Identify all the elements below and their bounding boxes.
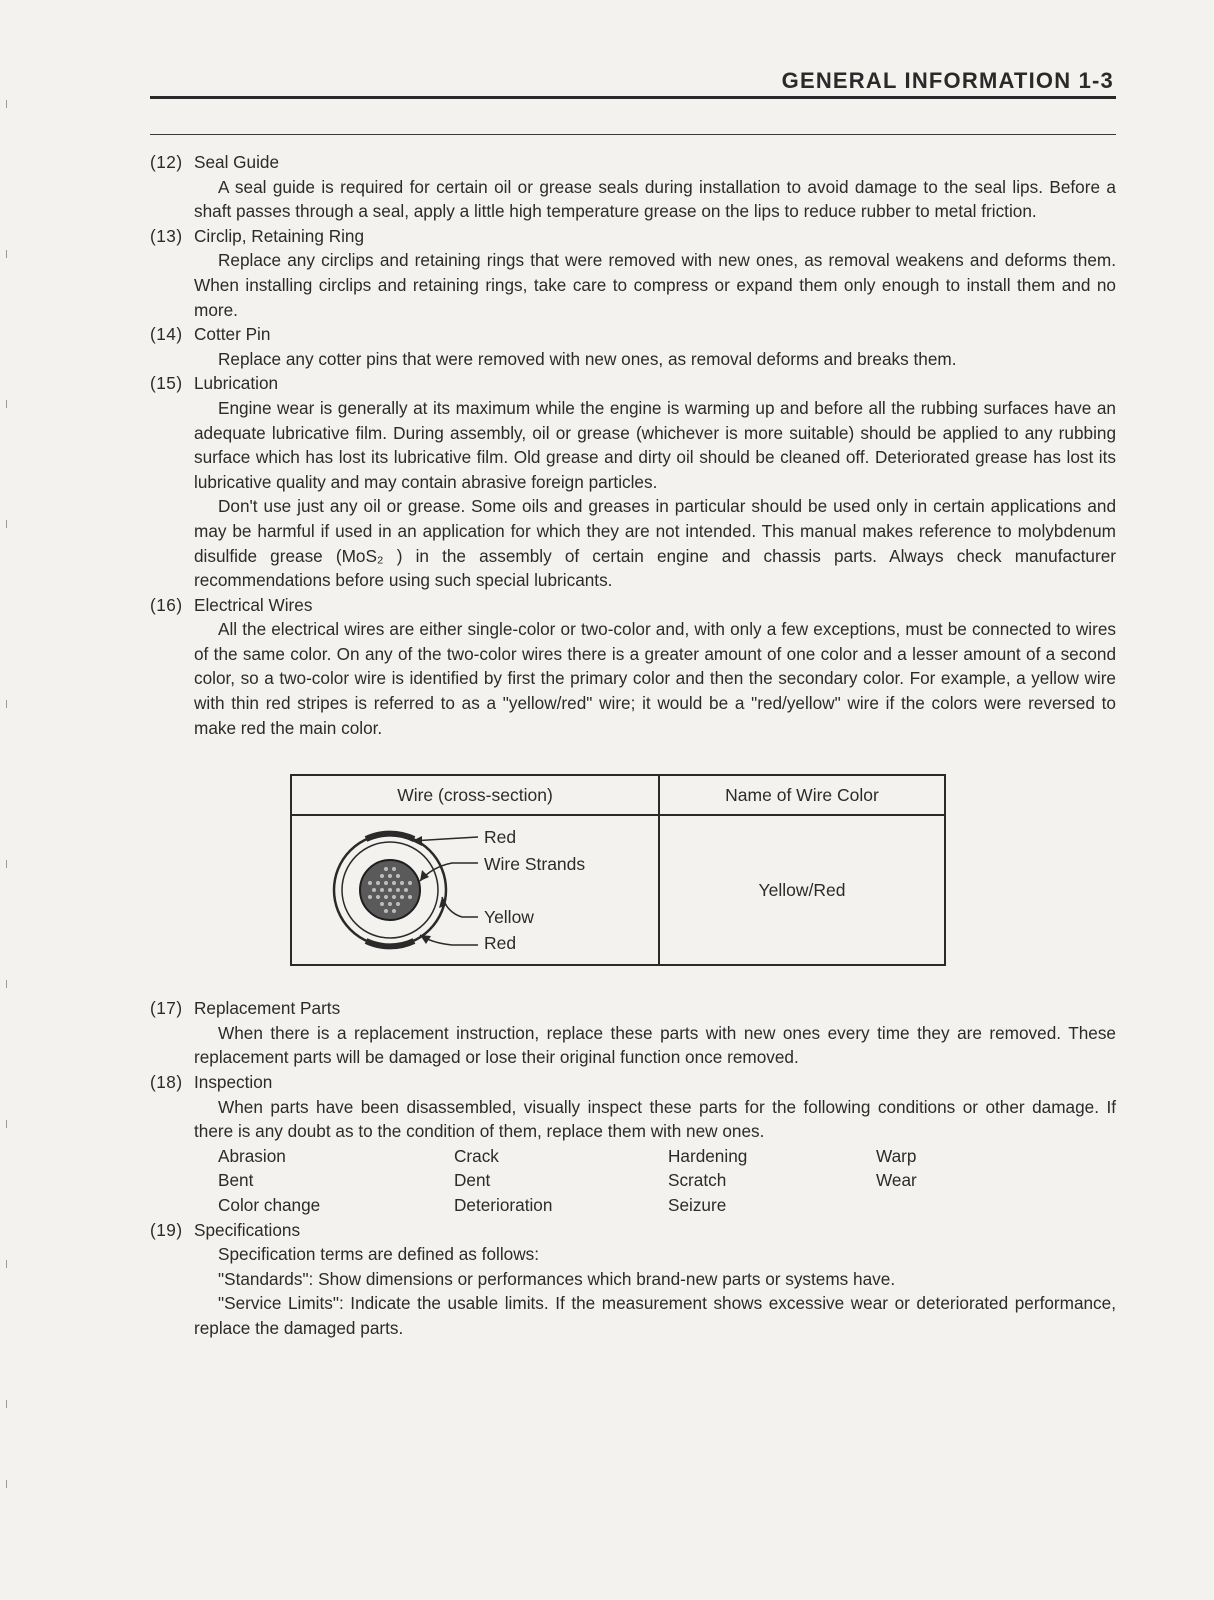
header-rule-thick	[150, 96, 1116, 99]
condition-item: Bent	[218, 1170, 254, 1191]
header-rule-thin	[150, 134, 1116, 135]
section-paragraph: Specification terms are defined as follows:	[218, 1244, 539, 1265]
condition-item: Hardening	[668, 1145, 748, 1166]
condition-item: Wear	[876, 1170, 917, 1191]
diagram-label-red-top: Red	[484, 827, 517, 848]
section-inspection	[150, 1070, 1116, 1218]
inspection-conditions-list	[218, 1144, 1116, 1218]
section-number: (17)	[150, 998, 183, 1019]
wire-color-table-wrap	[290, 774, 1116, 966]
section-electrical-wires	[150, 593, 1116, 741]
section-cotter-pin	[150, 322, 1116, 371]
table-header-wire-cross-section: Wire (cross-section)	[291, 775, 659, 815]
section-paragraph: When parts have been disassembled, visually inspect these parts for the following conditions or other damage. If there is any doubt as to the condition of them, replace them with new ones.	[194, 1096, 1116, 1142]
section-replacement-parts	[150, 996, 1116, 1070]
section-lubrication	[150, 371, 1116, 592]
section-title: Electrical Wires	[194, 594, 313, 615]
section-paragraph: Replace any circlips and retaining rings that were removed with new ones, as removal weakens and deforms them. When installing circlips and retaining rings, take care to compress or expand them only enough to install them and no more.	[194, 250, 1116, 320]
condition-item: Color change	[218, 1195, 321, 1215]
section-number: (12)	[150, 152, 183, 172]
wire-cross-section-icon	[292, 817, 658, 963]
section-paragraph: A seal guide is required for certain oil or grease seals during installation to avoid damage to the seal lips. Before a shaft passes through a seal, apply a little high temperature grease on the lips to reduce rubber to metal friction.	[194, 176, 1116, 222]
section-title: Specifications	[194, 1219, 301, 1240]
section-title: Replacement Parts	[194, 998, 341, 1019]
wire-color-name-cell: Yellow/Red	[659, 815, 945, 965]
condition-item: Warp	[876, 1145, 917, 1166]
section-number: (13)	[150, 225, 183, 246]
section-paragraph: When there is a replacement instruction, replace these parts with new ones every time they are removed. These replacement parts will be damaged or lose their original function once removed.	[194, 1022, 1116, 1068]
section-title: Circlip, Retaining Ring	[194, 225, 365, 246]
condition-item: Dent	[454, 1170, 491, 1191]
scan-margin-marks	[6, 0, 8, 1600]
section-title: Cotter Pin	[194, 324, 271, 345]
section-paragraph: "Standards": Show dimensions or performances which brand-new parts or systems have.	[218, 1268, 896, 1289]
wire-cross-section-diagram	[292, 817, 658, 963]
section-number: (18)	[150, 1072, 183, 1093]
page-content	[150, 150, 1116, 1341]
section-paragraph: Engine wear is generally at its maximum while the engine is warming up and before all the rubbing surfaces have an adequate lubricative film. During assembly, oil or grease (whichever is more suitable) should be applied to any rubbing surface which has lost its lubricative film. Old grease and dirty oil should be cleaned off. Deteriorated grease has lost its lubricative quality and may contain abrasive foreign particles.	[194, 397, 1116, 492]
page-header-title: GENERAL INFORMATION 1-3	[781, 68, 1114, 93]
condition-item: Deterioration	[454, 1195, 553, 1215]
section-paragraph: "Service Limits": Indicate the usable limits. If the measurement shows excessive wear or deteriorated performance, replace the damaged parts.	[194, 1293, 1116, 1338]
section-paragraph: Replace any cotter pins that were removed with new ones, as removal deforms and breaks them.	[218, 348, 957, 369]
section-number: (19)	[150, 1219, 183, 1240]
condition-item: Abrasion	[218, 1145, 286, 1166]
condition-item: Crack	[454, 1145, 499, 1166]
section-paragraph: All the electrical wires are either single-color or two-color and, with only a few exceptions, must be connected to wires of the same color. On any of the two-color wires there is a greater amount of one color and a lesser amount of a second color, so a two-color wire is identified by first the primary color and then the secondary color. For example, a yellow wire with thin red stripes is referred to as a "yellow/red" wire; it would be a "red/yellow" wire if the colors were reversed to make red the main color.	[194, 619, 1116, 738]
wire-color-table	[290, 774, 946, 966]
section-number: (14)	[150, 324, 183, 345]
section-title: Seal Guide	[194, 152, 280, 172]
section-number: (15)	[150, 373, 183, 394]
section-paragraph: Don't use just any oil or grease. Some oils and greases in particular should be used only in certain applications and may be harmful if used in an application for which they are not intended. This manual makes reference to molybdenum disulfide grease (MoS₂ ) in the assembly of certain engine and chassis parts. Always check manufacturer recommendations before using such special lubricants.	[194, 496, 1116, 591]
section-seal-guide	[150, 150, 1116, 224]
diagram-label-wire-strands: Wire Strands	[484, 854, 586, 875]
table-header-wire-color-name: Name of Wire Color	[659, 775, 945, 815]
section-title: Inspection	[194, 1072, 273, 1093]
section-specifications	[150, 1218, 1116, 1341]
diagram-label-yellow: Yellow	[484, 907, 534, 928]
condition-item: Scratch	[668, 1170, 727, 1191]
wire-diagram-cell	[291, 815, 659, 965]
section-title: Lubrication	[194, 373, 279, 394]
diagram-label-red-bottom: Red	[484, 933, 517, 954]
condition-item: Seizure	[668, 1195, 727, 1215]
section-circlip	[150, 224, 1116, 322]
section-number: (16)	[150, 594, 183, 615]
